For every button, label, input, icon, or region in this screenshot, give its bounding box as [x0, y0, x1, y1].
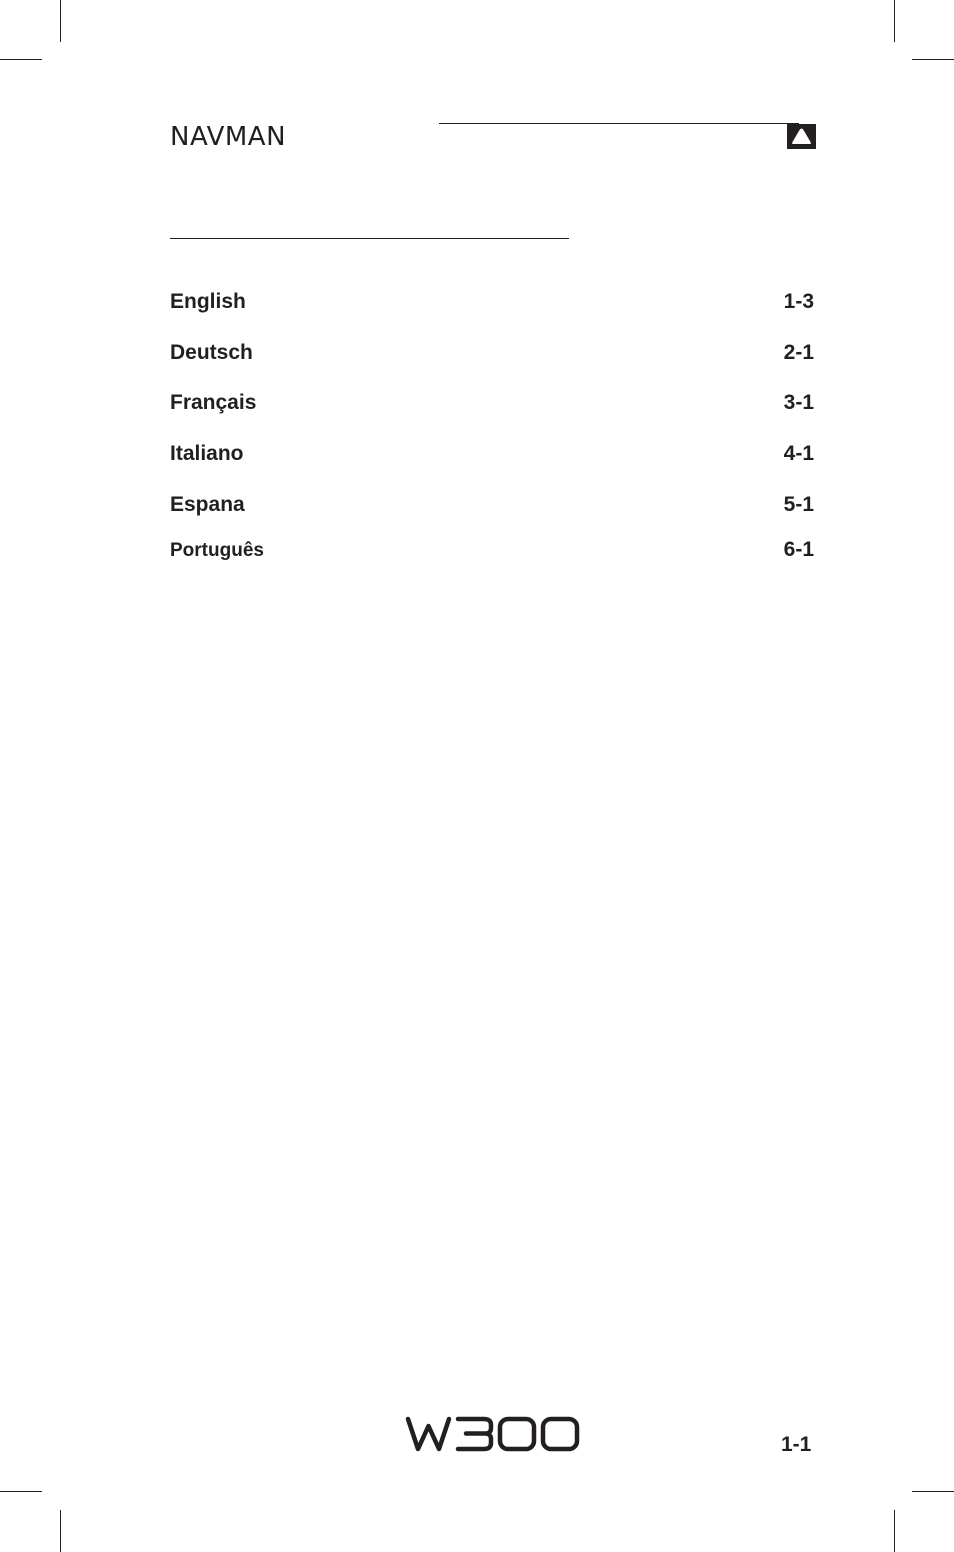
- product-logo: [405, 1414, 581, 1454]
- crop-mark-top-right-horizontal: [912, 59, 954, 60]
- toc-entry-portugues[interactable]: [170, 538, 814, 562]
- toc-entry-deutsch[interactable]: [170, 341, 814, 365]
- crop-mark-top-right-vertical: [894, 0, 895, 42]
- crop-mark-top-left-horizontal: [0, 59, 42, 60]
- toc-page: 5-1: [783, 493, 814, 516]
- crop-mark-bottom-left-horizontal: [0, 1491, 42, 1492]
- toc-entry-francais[interactable]: [170, 391, 814, 415]
- page-number: 1-1: [781, 1433, 812, 1456]
- toc-page: 6-1: [783, 538, 814, 561]
- brand-logo: NAVMAN: [170, 122, 287, 152]
- toc-page: 4-1: [783, 442, 814, 465]
- toc-language: Français: [170, 391, 257, 414]
- crop-mark-top-left-vertical: [60, 0, 61, 42]
- toc-language: Deutsch: [170, 341, 253, 364]
- toc-entry-espana[interactable]: [170, 493, 814, 517]
- toc-rule: [170, 238, 569, 239]
- toc-language: Espana: [170, 493, 245, 516]
- brand-triangle-icon: [787, 124, 816, 149]
- toc-page: 3-1: [783, 391, 814, 414]
- toc-entry-italiano[interactable]: [170, 442, 814, 466]
- crop-mark-bottom-left-vertical: [60, 1510, 61, 1552]
- header-rule: [439, 123, 799, 124]
- toc-entry-english[interactable]: [170, 290, 814, 314]
- crop-mark-bottom-right-vertical: [894, 1510, 895, 1552]
- toc-language: Italiano: [170, 442, 244, 465]
- toc-page: 1-3: [783, 290, 814, 313]
- toc-language: English: [170, 290, 246, 313]
- crop-mark-bottom-right-horizontal: [912, 1491, 954, 1492]
- toc-language: Português: [170, 540, 264, 561]
- toc-page: 2-1: [783, 341, 814, 364]
